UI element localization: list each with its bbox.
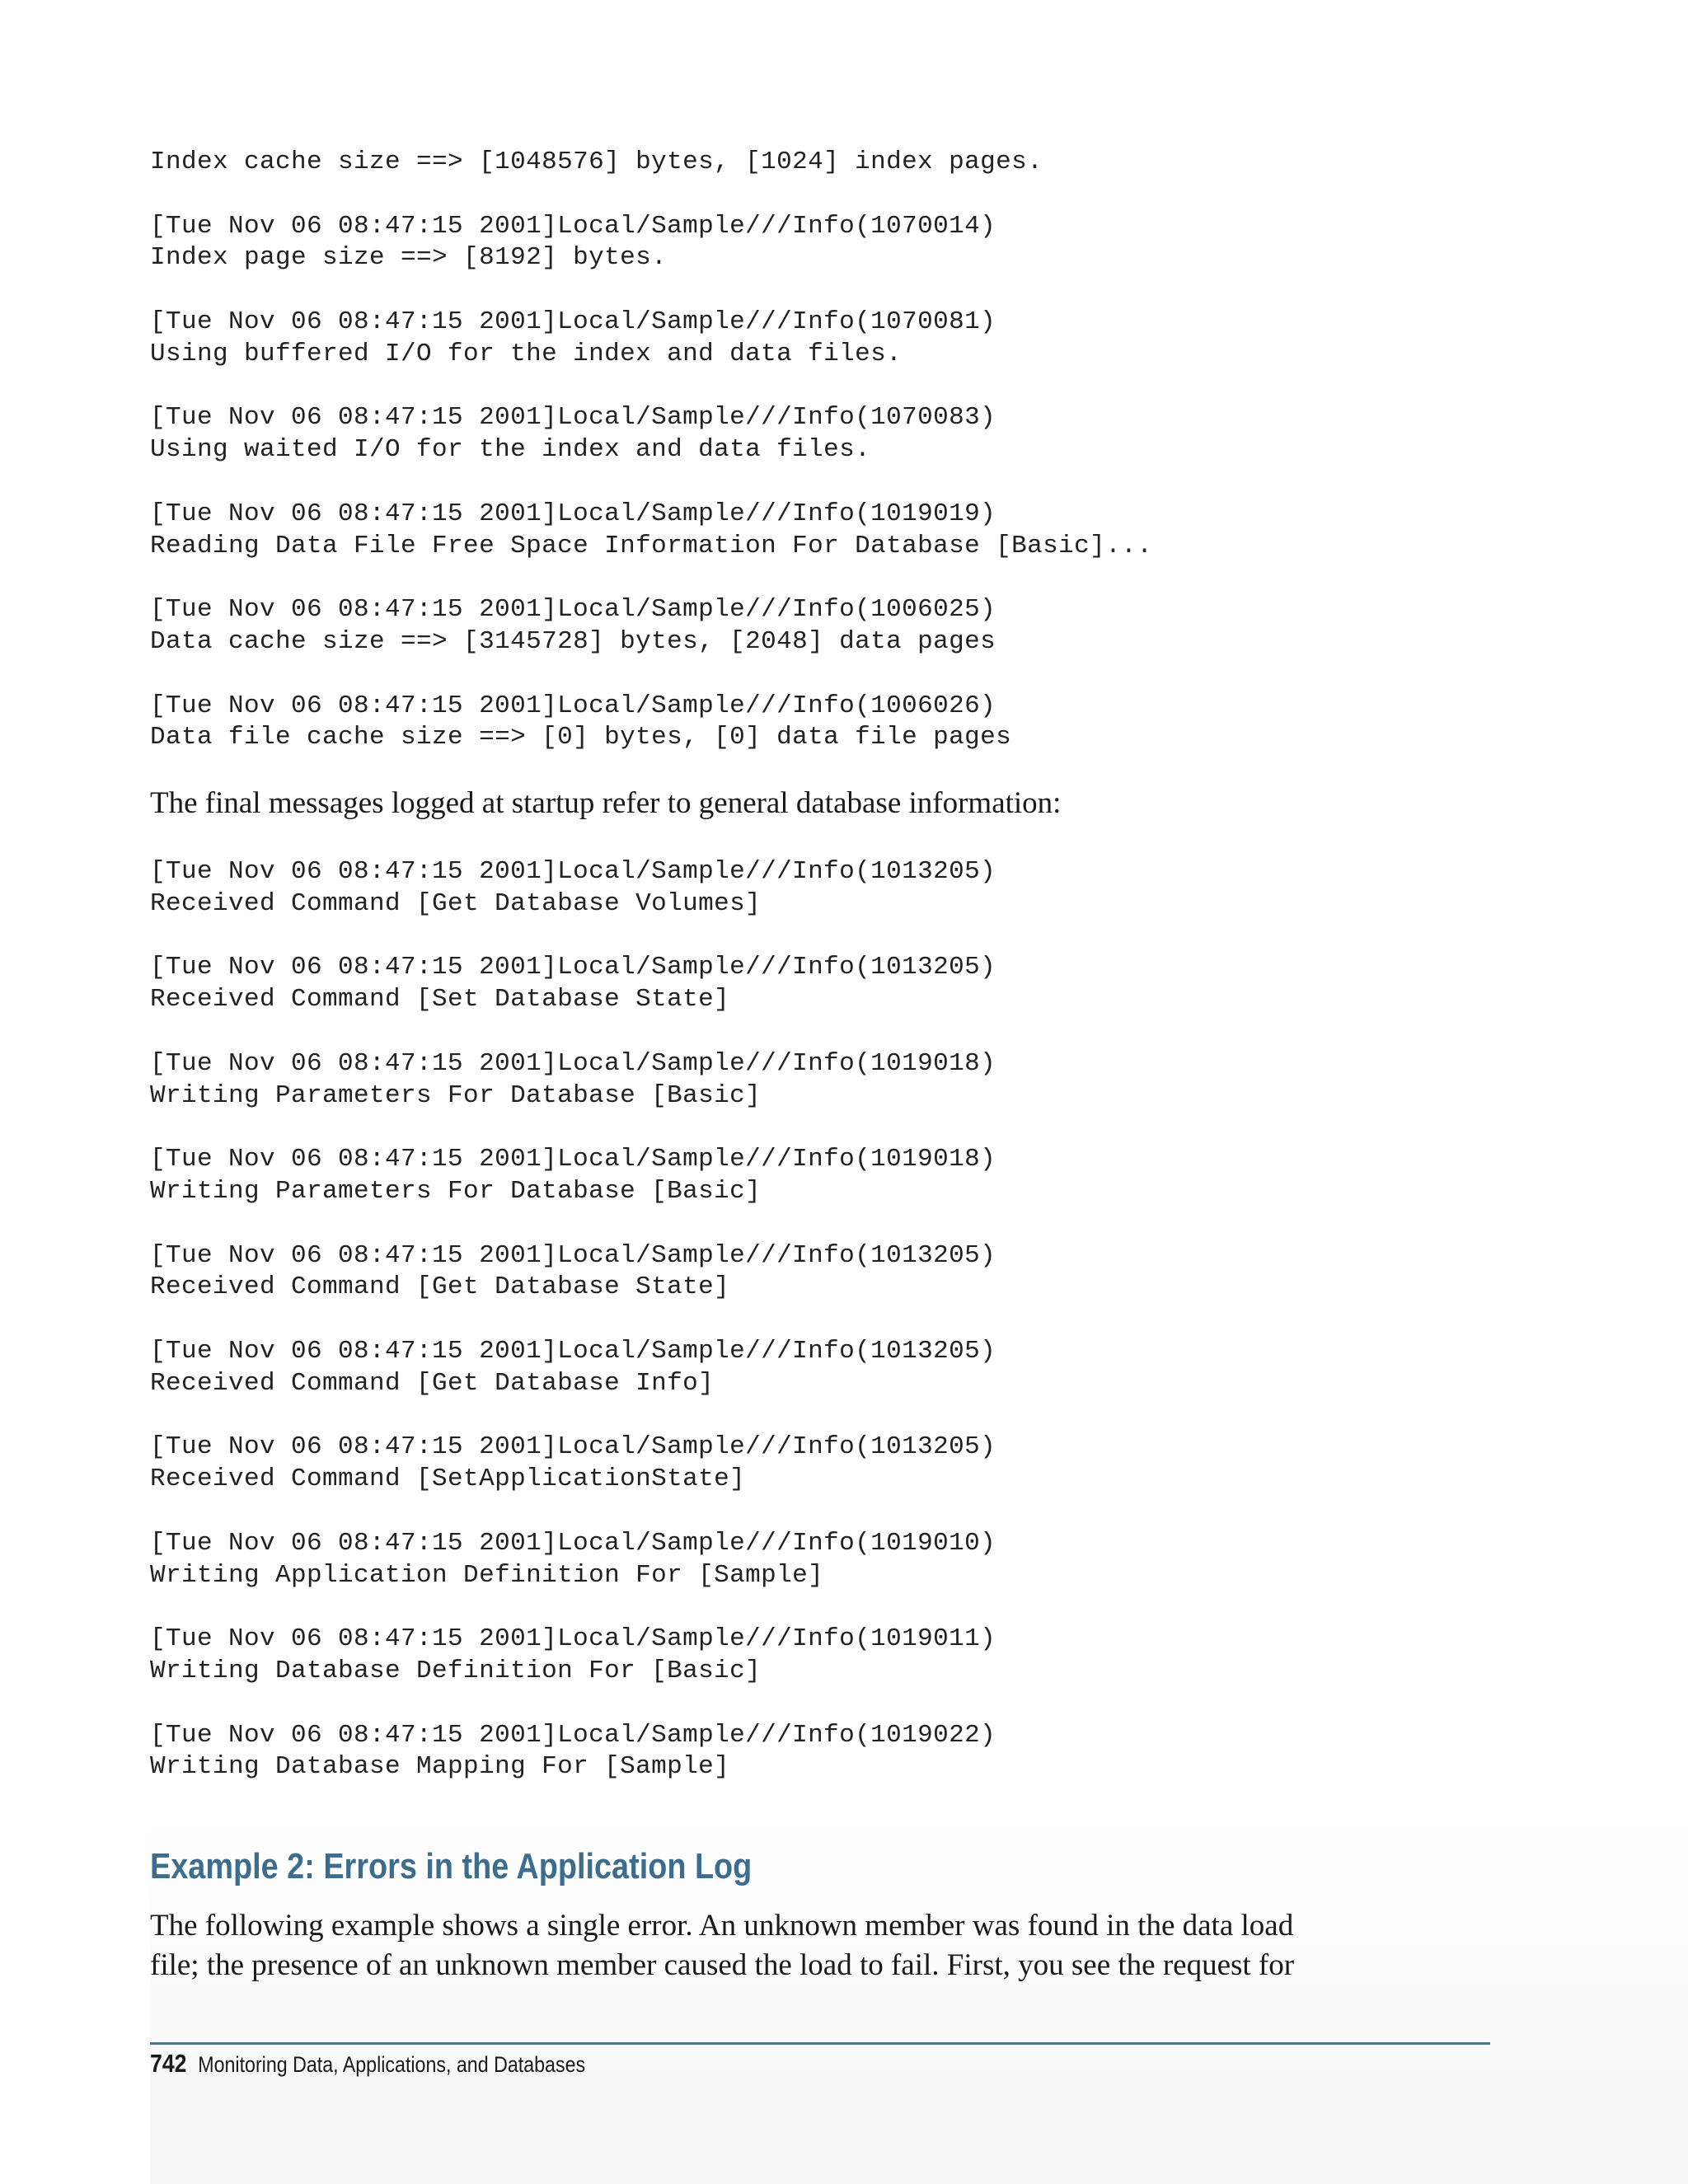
log-code-block-final-messages: [Tue Nov 06 08:47:15 2001]Local/Sample///Info(1013205) Received Command [Get Database Volumes] [Tue Nov 06 08:47:15 2001]Local/Sample///Info(1013205) Received Command [Set Database State] [Tue Nov 06 08:47:15 2001]Local/Sample///Info(1019018) Writing Parameters For Database [Basic] [Tue Nov 06 08:47:15 2001]Local/Sample///Info(1019018) Writing Parameters For Database [Basic] [Tue Nov 06 08:47:15 2001]Local/Sample///Info(1013205) Received Command [Get Database State] [Tue Nov 06 08:47:15 2001]Local/Sample///Info(1013205) Received Command [Get Database Info] [Tue Nov 06 08:47:15 2001]Local/Sample///Info(1013205) Received Command [SetApplicationState] [Tue Nov 06 08:47:15 2001]Local/Sample///Info(1019010) Writing Application Definition For [Sample] [Tue Nov 06 08:47:15 2001]Local/Sample///Info(1019011) Writing Database Definition For [Basic] [Tue Nov 06 08:47:15 2001]Local/Sample///Info(1019022) Writing Database Mapping For [Sample] xyxy=(150,857,996,1782)
running-title: Monitoring Data, Applications, and Databases xyxy=(198,2052,586,2077)
footer-rule xyxy=(150,2042,1490,2045)
section-paragraph: The following example shows a single error. An unknown member was found in the data load file; the presence of an unknown member caused the load to fail. First, you see the request for xyxy=(150,1909,1295,1982)
log-code-block-startup: Index cache size ==> [1048576] bytes, [1024] index pages. [Tue Nov 06 08:47:15 2001]Local/Sample///Info(1070014) Index page size ==> [8192] bytes. [Tue Nov 06 08:47:15 2001]Local/Sample///Info(1070081) Using buffered I/O for the index and data files. [Tue Nov 06 08:47:15 2001]Local/Sample///Info(1070083) Using waited I/O for the index and data files. [Tue Nov 06 08:47:15 2001]Local/Sample///Info(1019019) Reading Data File Free Space Information For Database [Basic]... [Tue Nov 06 08:47:15 2001]Local/Sample///Info(1006025) Data cache size ==> [3145728] bytes, [2048] data pages [Tue Nov 06 08:47:15 2001]Local/Sample///Info(1006026) Data file cache size ==> [0] bytes, [0] data file pages xyxy=(150,148,1153,752)
section-heading: Example 2: Errors in the Application Log xyxy=(150,1846,753,1886)
intro-paragraph: The final messages logged at startup refer to general database information: xyxy=(150,786,1062,820)
page-footer xyxy=(150,2049,585,2079)
page-number: 742 xyxy=(150,2049,187,2078)
